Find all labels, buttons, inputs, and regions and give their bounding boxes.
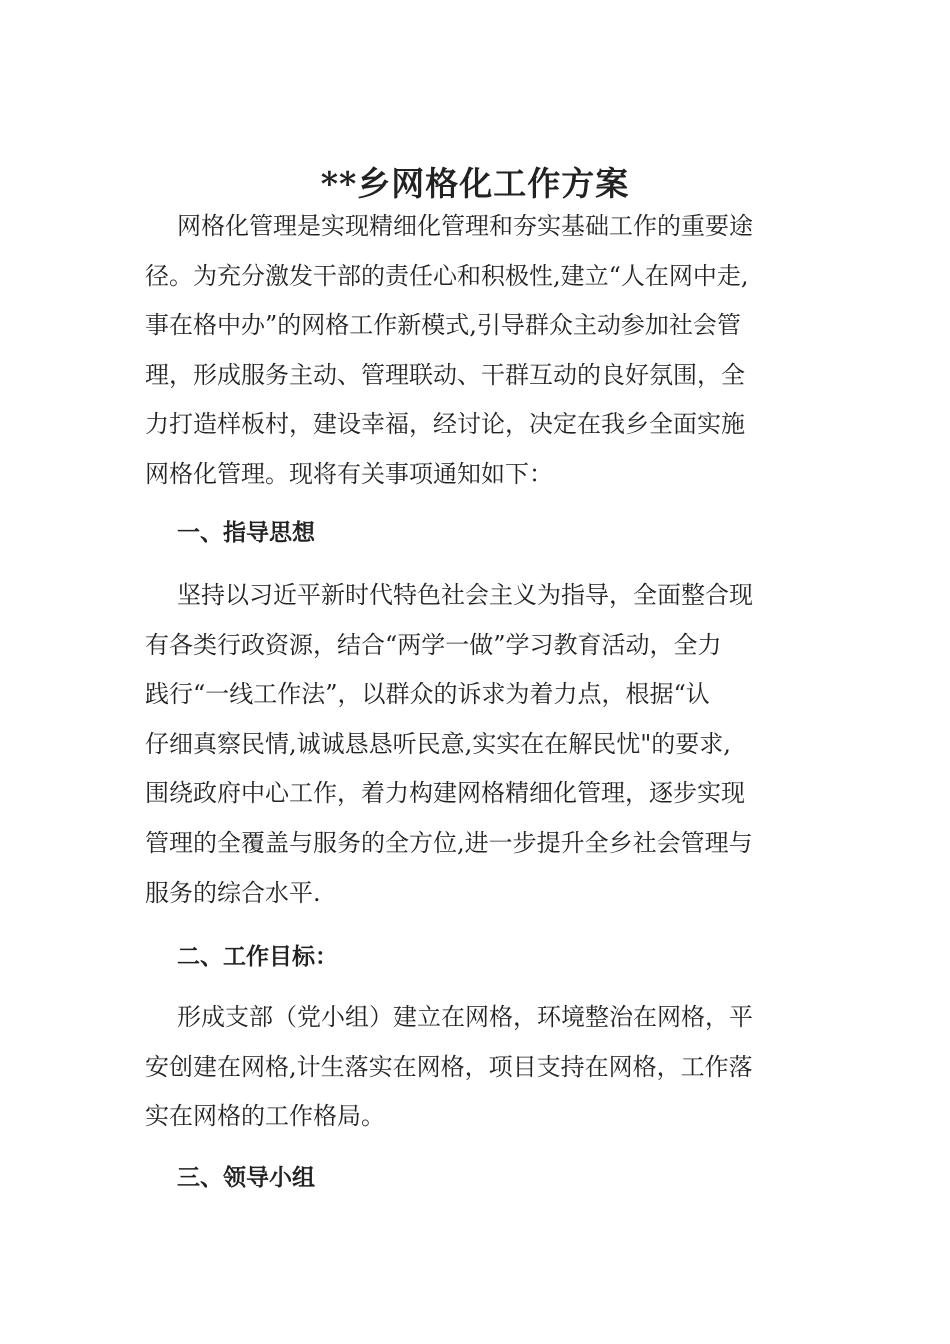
paragraph-line: 网格化管理是实现精细化管理和夯实基础工作的重要途 bbox=[177, 212, 753, 240]
paragraph-line: 管理的全覆盖与服务的全方位,进一步提升全乡社会管理与 bbox=[145, 828, 753, 857]
section-heading-guiding-ideology: 一、指导思想 bbox=[177, 520, 315, 546]
paragraph-line: 仔细真察民情,诚诚恳恳听民意,实实在在解民忧"的要求, bbox=[145, 729, 731, 758]
paragraph-line: 坚持以习近平新时代特色社会主义为指导，全面整合现 bbox=[177, 581, 753, 609]
intro-paragraph bbox=[145, 202, 753, 500]
paragraph-line: 力打造样板村，建设幸福，经讨论，决定在我乡全面实施 bbox=[145, 410, 745, 439]
document-title: **乡网格化工作方案 bbox=[320, 164, 630, 204]
section-paragraph-work-goals bbox=[145, 993, 753, 1142]
paragraph-line: 实在网格的工作格局。 bbox=[145, 1102, 385, 1131]
paragraph-line: 践行“一线工作法”，以群众的诉求为着力点，根据“认 bbox=[145, 680, 710, 709]
paragraph-line: 网格化管理。现将有关事项通知如下： bbox=[145, 459, 553, 488]
paragraph-line: 理，形成服务主动、管理联动、干群互动的良好氛围，全 bbox=[145, 360, 745, 389]
paragraph-line: 安创建在网格,计生落实在网格，项目支持在网格，工作落 bbox=[145, 1052, 753, 1081]
paragraph-line: 事在格中办”的网格工作新模式,引导群众主动参加社会管 bbox=[145, 311, 741, 340]
paragraph-line: 服务的综合水平. bbox=[145, 878, 321, 907]
paragraph-line: 围绕政府中心工作，着力构建网格精细化管理，逐步实现 bbox=[145, 779, 745, 808]
paragraph-line: 形成支部（党小组）建立在网格，环境整治在网格，平 bbox=[177, 1003, 753, 1031]
section-paragraph-guiding-ideology bbox=[145, 571, 753, 918]
section-heading-work-goals: 二、工作目标： bbox=[177, 944, 338, 970]
paragraph-line: 有各类行政资源，结合“两学一做”学习教育活动，全力 bbox=[145, 630, 722, 659]
section-heading-leading-group: 三、领导小组 bbox=[177, 1165, 315, 1191]
paragraph-line: 径。为充分激发干部的责任心和积极性,建立“人在网中走, bbox=[145, 261, 749, 290]
